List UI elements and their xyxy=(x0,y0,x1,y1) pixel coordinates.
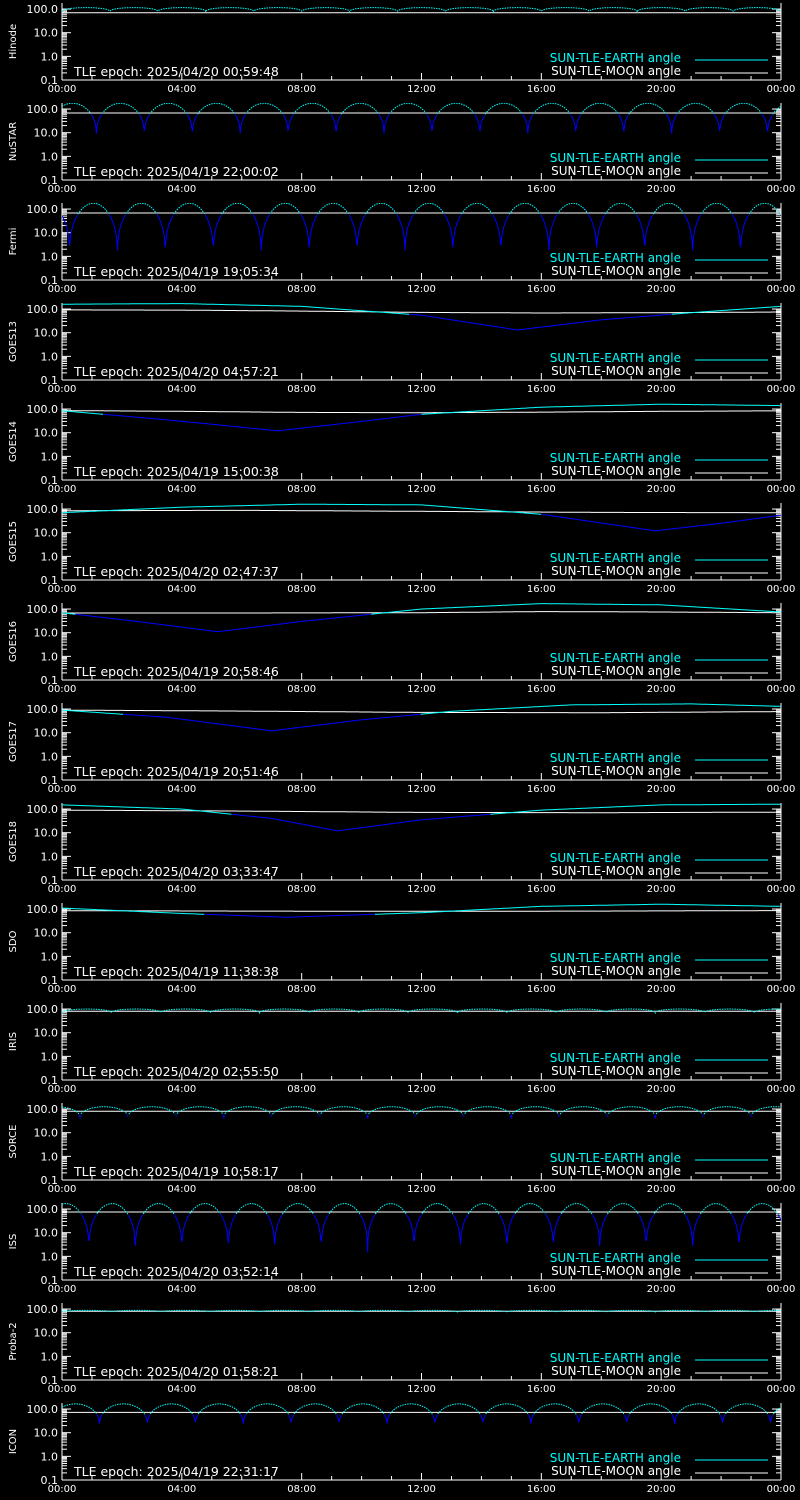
y-tick-label: 100.0 xyxy=(26,403,58,417)
y-tick-label: 100.0 xyxy=(26,903,58,917)
y-tick-label: 100.0 xyxy=(26,703,58,717)
y-tick-label: 0.1 xyxy=(40,374,58,387)
y-tick-label: 100.0 xyxy=(26,1103,58,1117)
x-tick-label: 08:00 xyxy=(287,284,317,295)
y-tick-label: 100.0 xyxy=(26,303,58,317)
x-tick-label: 16:00 xyxy=(526,684,556,695)
y-tick-label: 100.0 xyxy=(26,3,58,17)
x-tick-label: 08:00 xyxy=(287,484,317,495)
x-tick-label: 00:00 xyxy=(47,984,77,995)
x-tick-label: 20:00 xyxy=(646,1484,676,1495)
x-tick-label: 12:00 xyxy=(407,1084,436,1095)
tle-epoch-label: TLE epoch: 2025/04/20 01:58:21 xyxy=(74,1364,279,1379)
legend-earth-label: SUN-TLE-EARTH angle xyxy=(549,251,681,265)
tle-epoch-label: TLE epoch: 2025/04/19 22:31:17 xyxy=(74,1464,279,1479)
y-tick-label: 10.0 xyxy=(33,126,58,140)
x-tick-label: 16:00 xyxy=(526,1284,556,1295)
legend-earth-label: SUN-TLE-EARTH angle xyxy=(549,151,681,165)
tle-epoch-label: TLE epoch: 2025/04/19 15:00:38 xyxy=(74,464,279,479)
y-tick-label: 1.0 xyxy=(40,1350,58,1364)
tle-epoch-label: TLE epoch: 2025/04/19 10:58:17 xyxy=(74,1164,279,1179)
x-tick-label: 00:00 xyxy=(766,1484,796,1495)
x-tick-label: 04:00 xyxy=(167,84,197,95)
x-tick-label: 00:00 xyxy=(47,1084,77,1095)
satellite-name: IRIS xyxy=(8,1031,19,1052)
satellite-name: ICON xyxy=(8,1428,19,1455)
x-tick-label: 04:00 xyxy=(167,684,197,695)
x-tick-label: 20:00 xyxy=(646,784,676,795)
satellite-name: GOES15 xyxy=(8,520,19,563)
x-tick-label: 12:00 xyxy=(407,584,436,595)
legend-moon-label: SUN-TLE-MOON angle xyxy=(551,64,681,78)
satellite-name: ISS xyxy=(8,1233,19,1250)
y-tick-label: 0.1 xyxy=(40,674,58,687)
legend-earth-label: SUN-TLE-EARTH angle xyxy=(549,1351,681,1365)
y-tick-label: 0.1 xyxy=(40,474,58,487)
x-tick-label: 20:00 xyxy=(646,1084,676,1095)
x-tick-label: 20:00 xyxy=(646,184,676,195)
x-tick-label: 20:00 xyxy=(646,584,676,595)
x-tick-label: 04:00 xyxy=(167,584,197,595)
x-tick-label: 00:00 xyxy=(766,684,796,695)
legend-earth-label: SUN-TLE-EARTH angle xyxy=(549,351,681,365)
legend-moon-label: SUN-TLE-MOON angle xyxy=(551,264,681,278)
y-tick-label: 0.1 xyxy=(40,274,58,287)
tle-epoch-label: TLE epoch: 2025/04/20 03:52:14 xyxy=(74,1264,279,1279)
y-tick-label: 1.0 xyxy=(40,1050,58,1064)
y-tick-label: 1.0 xyxy=(40,1150,58,1164)
x-tick-label: 04:00 xyxy=(167,1384,197,1395)
x-tick-label: 12:00 xyxy=(407,284,436,295)
tle-epoch-label: TLE epoch: 2025/04/19 20:51:46 xyxy=(74,764,279,779)
x-tick-label: 20:00 xyxy=(646,684,676,695)
satellite-name: SORCE xyxy=(8,1124,19,1159)
x-tick-label: 12:00 xyxy=(407,484,436,495)
x-tick-label: 08:00 xyxy=(287,184,317,195)
tle-epoch-label: TLE epoch: 2025/04/20 00:59:48 xyxy=(74,64,279,79)
x-tick-label: 20:00 xyxy=(646,384,676,395)
x-tick-label: 00:00 xyxy=(766,1284,796,1295)
y-tick-label: 10.0 xyxy=(33,526,58,540)
legend-moon-label: SUN-TLE-MOON angle xyxy=(551,964,681,978)
y-tick-label: 100.0 xyxy=(26,1203,58,1217)
x-tick-label: 20:00 xyxy=(646,284,676,295)
y-tick-label: 100.0 xyxy=(26,803,58,817)
satellite-name: Fermi xyxy=(8,227,19,256)
x-tick-label: 16:00 xyxy=(526,384,556,395)
satellite-name: GOES18 xyxy=(8,820,19,863)
x-tick-label: 12:00 xyxy=(407,384,436,395)
y-tick-label: 0.1 xyxy=(40,1274,58,1287)
satellite-name: GOES17 xyxy=(8,720,19,763)
y-tick-label: 1.0 xyxy=(40,850,58,864)
legend-earth-label: SUN-TLE-EARTH angle xyxy=(549,651,681,665)
x-tick-label: 08:00 xyxy=(287,1084,317,1095)
x-tick-label: 20:00 xyxy=(646,484,676,495)
x-tick-label: 12:00 xyxy=(407,884,436,895)
y-tick-label: 10.0 xyxy=(33,1126,58,1140)
y-tick-label: 0.1 xyxy=(40,74,58,87)
y-tick-label: 100.0 xyxy=(26,103,58,117)
x-tick-label: 08:00 xyxy=(287,1384,317,1395)
y-tick-label: 0.1 xyxy=(40,574,58,587)
x-tick-label: 08:00 xyxy=(287,984,317,995)
y-tick-label: 1.0 xyxy=(40,550,58,564)
y-tick-label: 1.0 xyxy=(40,1250,58,1264)
x-tick-label: 08:00 xyxy=(287,84,317,95)
x-tick-label: 08:00 xyxy=(287,884,317,895)
y-tick-label: 100.0 xyxy=(26,503,58,517)
x-tick-label: 20:00 xyxy=(646,1284,676,1295)
satellite-name: GOES16 xyxy=(8,620,19,663)
y-tick-label: 0.1 xyxy=(40,1474,58,1487)
y-tick-label: 1.0 xyxy=(40,450,58,464)
x-tick-label: 00:00 xyxy=(47,584,77,595)
x-tick-label: 00:00 xyxy=(47,684,77,695)
tle-epoch-label: TLE epoch: 2025/04/19 11:38:38 xyxy=(74,964,279,979)
tle-epoch-label: TLE epoch: 2025/04/20 02:55:50 xyxy=(74,1064,279,1079)
y-tick-label: 0.1 xyxy=(40,1174,58,1187)
legend-moon-label: SUN-TLE-MOON angle xyxy=(551,764,681,778)
satellite-name: GOES13 xyxy=(8,320,19,363)
satellite-name: SDO xyxy=(8,930,19,953)
x-tick-label: 00:00 xyxy=(766,184,796,195)
legend-moon-label: SUN-TLE-MOON angle xyxy=(551,1364,681,1378)
y-tick-label: 0.1 xyxy=(40,774,58,787)
y-tick-label: 1.0 xyxy=(40,50,58,64)
x-tick-label: 04:00 xyxy=(167,1284,197,1295)
tle-epoch-label: TLE epoch: 2025/04/20 04:57:21 xyxy=(74,364,279,379)
x-tick-label: 04:00 xyxy=(167,284,197,295)
y-tick-label: 0.1 xyxy=(40,174,58,187)
y-tick-label: 10.0 xyxy=(33,726,58,740)
x-tick-label: 20:00 xyxy=(646,884,676,895)
legend-earth-label: SUN-TLE-EARTH angle xyxy=(549,1051,681,1065)
x-tick-label: 08:00 xyxy=(287,684,317,695)
x-tick-label: 00:00 xyxy=(47,384,77,395)
x-tick-label: 12:00 xyxy=(407,784,436,795)
legend-moon-label: SUN-TLE-MOON angle xyxy=(551,164,681,178)
y-tick-label: 10.0 xyxy=(33,1226,58,1240)
x-tick-label: 04:00 xyxy=(167,1184,197,1195)
x-tick-label: 04:00 xyxy=(167,784,197,795)
y-tick-label: 0.1 xyxy=(40,974,58,987)
x-tick-label: 16:00 xyxy=(526,284,556,295)
x-tick-label: 16:00 xyxy=(526,1384,556,1395)
x-tick-label: 12:00 xyxy=(407,1484,436,1495)
legend-earth-label: SUN-TLE-EARTH angle xyxy=(549,751,681,765)
x-tick-label: 00:00 xyxy=(766,784,796,795)
x-tick-label: 08:00 xyxy=(287,784,317,795)
x-tick-label: 00:00 xyxy=(766,1084,796,1095)
satellite-name: Hinode xyxy=(8,23,19,60)
x-tick-label: 00:00 xyxy=(47,784,77,795)
x-tick-label: 04:00 xyxy=(167,1484,197,1495)
y-tick-label: 10.0 xyxy=(33,926,58,940)
y-tick-label: 10.0 xyxy=(33,1326,58,1340)
legend-earth-label: SUN-TLE-EARTH angle xyxy=(549,551,681,565)
legend-earth-label: SUN-TLE-EARTH angle xyxy=(549,851,681,865)
x-tick-label: 00:00 xyxy=(47,84,77,95)
x-tick-label: 12:00 xyxy=(407,1184,436,1195)
y-tick-label: 0.1 xyxy=(40,1374,58,1387)
x-tick-label: 12:00 xyxy=(407,1384,436,1395)
x-tick-label: 08:00 xyxy=(287,384,317,395)
y-tick-label: 1.0 xyxy=(40,950,58,964)
x-tick-label: 20:00 xyxy=(646,1184,676,1195)
tle-epoch-label: TLE epoch: 2025/04/20 03:33:47 xyxy=(74,864,279,879)
x-tick-label: 16:00 xyxy=(526,1184,556,1195)
x-tick-label: 00:00 xyxy=(766,284,796,295)
y-tick-label: 100.0 xyxy=(26,1003,58,1017)
x-tick-label: 16:00 xyxy=(526,1484,556,1495)
legend-earth-label: SUN-TLE-EARTH angle xyxy=(549,951,681,965)
x-tick-label: 04:00 xyxy=(167,184,197,195)
x-tick-label: 12:00 xyxy=(407,1284,436,1295)
legend-moon-label: SUN-TLE-MOON angle xyxy=(551,1164,681,1178)
y-tick-label: 10.0 xyxy=(33,1426,58,1440)
satellite-name: Proba-2 xyxy=(8,1322,19,1361)
tle-epoch-label: TLE epoch: 2025/04/19 22:00:02 xyxy=(74,164,279,179)
x-tick-label: 04:00 xyxy=(167,884,197,895)
x-tick-label: 08:00 xyxy=(287,584,317,595)
x-tick-label: 12:00 xyxy=(407,984,436,995)
x-tick-label: 16:00 xyxy=(526,584,556,595)
x-tick-label: 00:00 xyxy=(766,584,796,595)
x-tick-label: 04:00 xyxy=(167,1084,197,1095)
y-tick-label: 100.0 xyxy=(26,1403,58,1417)
legend-moon-label: SUN-TLE-MOON angle xyxy=(551,1064,681,1078)
x-tick-label: 20:00 xyxy=(646,984,676,995)
x-tick-label: 04:00 xyxy=(167,984,197,995)
y-tick-label: 10.0 xyxy=(33,826,58,840)
tle-epoch-label: TLE epoch: 2025/04/19 19:05:34 xyxy=(74,264,279,279)
x-tick-label: 16:00 xyxy=(526,84,556,95)
x-tick-label: 00:00 xyxy=(766,884,796,895)
x-tick-label: 00:00 xyxy=(47,1384,77,1395)
y-tick-label: 1.0 xyxy=(40,750,58,764)
x-tick-label: 12:00 xyxy=(407,684,436,695)
y-tick-label: 1.0 xyxy=(40,350,58,364)
x-tick-label: 16:00 xyxy=(526,984,556,995)
legend-earth-label: SUN-TLE-EARTH angle xyxy=(549,1151,681,1165)
y-tick-label: 1.0 xyxy=(40,150,58,164)
y-tick-label: 100.0 xyxy=(26,603,58,617)
legend-moon-label: SUN-TLE-MOON angle xyxy=(551,664,681,678)
y-tick-label: 1.0 xyxy=(40,250,58,264)
x-tick-label: 08:00 xyxy=(287,1484,317,1495)
legend-earth-label: SUN-TLE-EARTH angle xyxy=(549,1251,681,1265)
x-tick-label: 04:00 xyxy=(167,384,197,395)
x-tick-label: 00:00 xyxy=(766,984,796,995)
tle-epoch-label: TLE epoch: 2025/04/19 20:58:46 xyxy=(74,664,279,679)
y-tick-label: 10.0 xyxy=(33,326,58,340)
x-tick-label: 12:00 xyxy=(407,184,436,195)
legend-moon-label: SUN-TLE-MOON angle xyxy=(551,464,681,478)
y-tick-label: 10.0 xyxy=(33,626,58,640)
x-tick-label: 00:00 xyxy=(766,1384,796,1395)
tle-epoch-label: TLE epoch: 2025/04/20 02:47:37 xyxy=(74,564,279,579)
x-tick-label: 16:00 xyxy=(526,884,556,895)
x-tick-label: 16:00 xyxy=(526,484,556,495)
x-tick-label: 20:00 xyxy=(646,1384,676,1395)
y-tick-label: 10.0 xyxy=(33,426,58,440)
x-tick-label: 12:00 xyxy=(407,84,436,95)
x-tick-label: 00:00 xyxy=(766,484,796,495)
legend-moon-label: SUN-TLE-MOON angle xyxy=(551,1264,681,1278)
x-tick-label: 00:00 xyxy=(47,484,77,495)
x-tick-label: 00:00 xyxy=(766,1184,796,1195)
x-tick-label: 00:00 xyxy=(766,384,796,395)
y-tick-label: 10.0 xyxy=(33,226,58,240)
satellite-name: GOES14 xyxy=(8,420,19,463)
legend-earth-label: SUN-TLE-EARTH angle xyxy=(549,51,681,65)
x-tick-label: 16:00 xyxy=(526,1084,556,1095)
x-tick-label: 08:00 xyxy=(287,1184,317,1195)
y-tick-label: 100.0 xyxy=(26,1303,58,1317)
x-tick-label: 00:00 xyxy=(766,84,796,95)
x-tick-label: 00:00 xyxy=(47,284,77,295)
x-tick-label: 00:00 xyxy=(47,184,77,195)
x-tick-label: 00:00 xyxy=(47,1184,77,1195)
legend-moon-label: SUN-TLE-MOON angle xyxy=(551,364,681,378)
y-tick-label: 0.1 xyxy=(40,1074,58,1087)
x-tick-label: 16:00 xyxy=(526,784,556,795)
legend-moon-label: SUN-TLE-MOON angle xyxy=(551,564,681,578)
y-tick-label: 10.0 xyxy=(33,26,58,40)
legend-earth-label: SUN-TLE-EARTH angle xyxy=(549,451,681,465)
x-tick-label: 04:00 xyxy=(167,484,197,495)
legend-moon-label: SUN-TLE-MOON angle xyxy=(551,1464,681,1478)
x-tick-label: 20:00 xyxy=(646,84,676,95)
x-tick-label: 00:00 xyxy=(47,1284,77,1295)
y-tick-label: 1.0 xyxy=(40,1450,58,1464)
legend-moon-label: SUN-TLE-MOON angle xyxy=(551,864,681,878)
satellite-name: NuSTAR xyxy=(8,121,19,162)
y-tick-label: 0.1 xyxy=(40,874,58,887)
x-tick-label: 00:00 xyxy=(47,884,77,895)
y-tick-label: 100.0 xyxy=(26,203,58,217)
x-tick-label: 16:00 xyxy=(526,184,556,195)
legend-earth-label: SUN-TLE-EARTH angle xyxy=(549,1451,681,1465)
y-tick-label: 10.0 xyxy=(33,1026,58,1040)
x-tick-label: 00:00 xyxy=(47,1484,77,1495)
y-tick-label: 1.0 xyxy=(40,650,58,664)
x-tick-label: 08:00 xyxy=(287,1284,317,1295)
